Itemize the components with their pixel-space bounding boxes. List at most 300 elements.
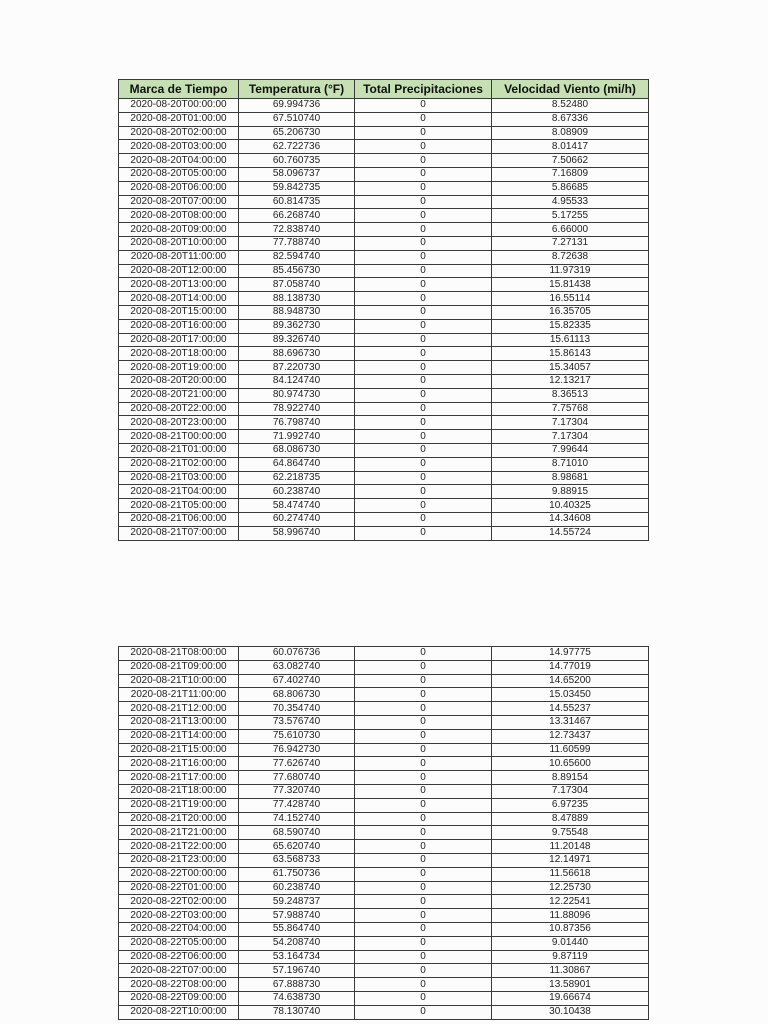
cell-timestamp: 2020-08-20T06:00:00 [119,181,239,195]
cell-precipitation: 0 [355,867,492,881]
table-row [119,660,649,674]
cell-temperature: 75.610730 [239,729,355,743]
cell-timestamp: 2020-08-20T04:00:00 [119,154,239,168]
cell-precipitation: 0 [355,526,492,540]
cell-wind-speed: 12.14971 [492,853,649,867]
cell-wind-speed: 19.66674 [492,991,649,1005]
table-row [119,909,649,923]
cell-precipitation: 0 [355,512,492,526]
cell-timestamp: 2020-08-20T11:00:00 [119,250,239,264]
table-row [119,1005,649,1019]
cell-wind-speed: 8.89154 [492,771,649,785]
cell-wind-speed: 15.81438 [492,278,649,292]
cell-timestamp: 2020-08-22T00:00:00 [119,867,239,881]
cell-wind-speed: 7.50662 [492,154,649,168]
table-row [119,840,649,854]
cell-temperature: 58.096737 [239,167,355,181]
header-timestamp: Marca de Tiempo [119,80,239,99]
table-body [119,99,649,541]
cell-timestamp: 2020-08-21T17:00:00 [119,771,239,785]
cell-temperature: 76.798740 [239,416,355,430]
cell-temperature: 87.058740 [239,278,355,292]
cell-timestamp: 2020-08-20T13:00:00 [119,278,239,292]
cell-wind-speed: 11.30867 [492,964,649,978]
cell-precipitation: 0 [355,812,492,826]
cell-wind-speed: 12.25730 [492,881,649,895]
cell-wind-speed: 4.95533 [492,195,649,209]
cell-wind-speed: 14.77019 [492,660,649,674]
cell-timestamp: 2020-08-20T08:00:00 [119,209,239,223]
cell-temperature: 88.948730 [239,305,355,319]
table-row [119,936,649,950]
cell-timestamp: 2020-08-20T18:00:00 [119,347,239,361]
cell-precipitation: 0 [355,485,492,499]
cell-temperature: 59.842735 [239,181,355,195]
cell-wind-speed: 8.52480 [492,99,649,113]
cell-precipitation: 0 [355,853,492,867]
cell-temperature: 60.076736 [239,647,355,661]
table-row [119,867,649,881]
table-row [119,223,649,237]
table-row [119,771,649,785]
cell-temperature: 88.696730 [239,347,355,361]
cell-precipitation: 0 [355,416,492,430]
cell-wind-speed: 14.55237 [492,702,649,716]
cell-precipitation: 0 [355,361,492,375]
cell-precipitation: 0 [355,771,492,785]
cell-timestamp: 2020-08-21T23:00:00 [119,853,239,867]
cell-wind-speed: 9.87119 [492,950,649,964]
cell-timestamp: 2020-08-20T12:00:00 [119,264,239,278]
cell-timestamp: 2020-08-21T00:00:00 [119,430,239,444]
cell-wind-speed: 14.34608 [492,512,649,526]
table-row [119,264,649,278]
table-row [119,374,649,388]
cell-wind-speed: 11.56618 [492,867,649,881]
cell-precipitation: 0 [355,292,492,306]
cell-wind-speed: 11.60599 [492,743,649,757]
table-row [119,195,649,209]
cell-temperature: 60.238740 [239,881,355,895]
table-row [119,112,649,126]
cell-precipitation: 0 [355,950,492,964]
cell-precipitation: 0 [355,402,492,416]
cell-wind-speed: 7.17304 [492,430,649,444]
cell-precipitation: 0 [355,784,492,798]
cell-wind-speed: 30.10438 [492,1005,649,1019]
cell-temperature: 63.082740 [239,660,355,674]
cell-timestamp: 2020-08-20T03:00:00 [119,140,239,154]
cell-temperature: 65.206730 [239,126,355,140]
cell-wind-speed: 13.31467 [492,715,649,729]
table-row [119,991,649,1005]
table-row [119,443,649,457]
table-row [119,647,649,661]
cell-precipitation: 0 [355,154,492,168]
table-row [119,154,649,168]
cell-timestamp: 2020-08-21T20:00:00 [119,812,239,826]
table-row [119,319,649,333]
cell-temperature: 74.638730 [239,991,355,1005]
table-row [119,416,649,430]
table-row [119,950,649,964]
cell-precipitation: 0 [355,112,492,126]
cell-temperature: 78.922740 [239,402,355,416]
table-row [119,457,649,471]
cell-wind-speed: 9.75548 [492,826,649,840]
header-temperature: Temperatura (°F) [239,80,355,99]
cell-wind-speed: 5.86685 [492,181,649,195]
cell-precipitation: 0 [355,181,492,195]
cell-precipitation: 0 [355,278,492,292]
table-row [119,674,649,688]
cell-wind-speed: 8.01417 [492,140,649,154]
cell-timestamp: 2020-08-21T19:00:00 [119,798,239,812]
table-row [119,526,649,540]
cell-temperature: 67.888730 [239,978,355,992]
cell-wind-speed: 6.97235 [492,798,649,812]
cell-temperature: 57.196740 [239,964,355,978]
cell-timestamp: 2020-08-20T16:00:00 [119,319,239,333]
cell-timestamp: 2020-08-22T10:00:00 [119,1005,239,1019]
cell-timestamp: 2020-08-20T23:00:00 [119,416,239,430]
cell-temperature: 84.124740 [239,374,355,388]
page-bottom-edge [0,1020,768,1024]
cell-temperature: 80.974730 [239,388,355,402]
cell-temperature: 89.326740 [239,333,355,347]
cell-precipitation: 0 [355,743,492,757]
cell-temperature: 59.248737 [239,895,355,909]
cell-temperature: 77.626740 [239,757,355,771]
cell-timestamp: 2020-08-22T05:00:00 [119,936,239,950]
table-row [119,881,649,895]
cell-timestamp: 2020-08-20T22:00:00 [119,402,239,416]
table-row [119,361,649,375]
cell-timestamp: 2020-08-21T11:00:00 [119,688,239,702]
cell-wind-speed: 10.40325 [492,499,649,513]
table-row [119,305,649,319]
cell-timestamp: 2020-08-21T05:00:00 [119,499,239,513]
cell-wind-speed: 11.88096 [492,909,649,923]
cell-precipitation: 0 [355,223,492,237]
cell-temperature: 68.806730 [239,688,355,702]
table-row [119,729,649,743]
cell-precipitation: 0 [355,895,492,909]
cell-precipitation: 0 [355,457,492,471]
cell-timestamp: 2020-08-22T04:00:00 [119,922,239,936]
cell-wind-speed: 8.08909 [492,126,649,140]
cell-precipitation: 0 [355,347,492,361]
cell-precipitation: 0 [355,305,492,319]
cell-temperature: 67.510740 [239,112,355,126]
cell-temperature: 58.996740 [239,526,355,540]
cell-precipitation: 0 [355,936,492,950]
cell-temperature: 70.354740 [239,702,355,716]
cell-temperature: 66.268740 [239,209,355,223]
table-row [119,126,649,140]
cell-wind-speed: 8.36513 [492,388,649,402]
cell-timestamp: 2020-08-20T19:00:00 [119,361,239,375]
cell-temperature: 72.838740 [239,223,355,237]
cell-wind-speed: 7.17304 [492,784,649,798]
cell-wind-speed: 8.71010 [492,457,649,471]
cell-timestamp: 2020-08-21T04:00:00 [119,485,239,499]
cell-timestamp: 2020-08-21T14:00:00 [119,729,239,743]
cell-timestamp: 2020-08-21T22:00:00 [119,840,239,854]
cell-precipitation: 0 [355,964,492,978]
cell-precipitation: 0 [355,250,492,264]
cell-wind-speed: 16.55114 [492,292,649,306]
cell-wind-speed: 12.13217 [492,374,649,388]
cell-temperature: 77.320740 [239,784,355,798]
table-row [119,250,649,264]
cell-precipitation: 0 [355,978,492,992]
cell-temperature: 69.994736 [239,99,355,113]
cell-temperature: 58.474740 [239,499,355,513]
cell-precipitation: 0 [355,430,492,444]
table-row [119,347,649,361]
cell-timestamp: 2020-08-21T13:00:00 [119,715,239,729]
cell-temperature: 55.864740 [239,922,355,936]
cell-precipitation: 0 [355,167,492,181]
cell-temperature: 82.594740 [239,250,355,264]
cell-temperature: 88.138730 [239,292,355,306]
cell-precipitation: 0 [355,757,492,771]
cell-timestamp: 2020-08-21T18:00:00 [119,784,239,798]
cell-timestamp: 2020-08-20T10:00:00 [119,236,239,250]
cell-timestamp: 2020-08-20T00:00:00 [119,99,239,113]
cell-timestamp: 2020-08-21T08:00:00 [119,647,239,661]
cell-temperature: 60.760735 [239,154,355,168]
cell-temperature: 77.680740 [239,771,355,785]
cell-wind-speed: 14.55724 [492,526,649,540]
cell-precipitation: 0 [355,715,492,729]
header-row [119,80,649,99]
cell-temperature: 60.814735 [239,195,355,209]
cell-precipitation: 0 [355,909,492,923]
cell-temperature: 62.218735 [239,471,355,485]
cell-temperature: 73.576740 [239,715,355,729]
cell-precipitation: 0 [355,840,492,854]
cell-precipitation: 0 [355,140,492,154]
cell-temperature: 53.164734 [239,950,355,964]
cell-timestamp: 2020-08-21T07:00:00 [119,526,239,540]
cell-timestamp: 2020-08-22T01:00:00 [119,881,239,895]
table-row [119,964,649,978]
table-row [119,743,649,757]
table-row [119,99,649,113]
cell-precipitation: 0 [355,729,492,743]
cell-timestamp: 2020-08-21T16:00:00 [119,757,239,771]
cell-timestamp: 2020-08-22T09:00:00 [119,991,239,1005]
cell-wind-speed: 12.73437 [492,729,649,743]
cell-wind-speed: 15.86143 [492,347,649,361]
cell-timestamp: 2020-08-20T09:00:00 [119,223,239,237]
table-row [119,826,649,840]
table-row [119,140,649,154]
cell-precipitation: 0 [355,388,492,402]
table-row [119,757,649,771]
cell-timestamp: 2020-08-21T06:00:00 [119,512,239,526]
cell-timestamp: 2020-08-20T02:00:00 [119,126,239,140]
table-row [119,278,649,292]
cell-precipitation: 0 [355,319,492,333]
table-row [119,784,649,798]
cell-precipitation: 0 [355,126,492,140]
table-row [119,388,649,402]
cell-timestamp: 2020-08-20T05:00:00 [119,167,239,181]
cell-timestamp: 2020-08-21T10:00:00 [119,674,239,688]
cell-timestamp: 2020-08-21T12:00:00 [119,702,239,716]
cell-wind-speed: 8.47889 [492,812,649,826]
cell-timestamp: 2020-08-21T01:00:00 [119,443,239,457]
cell-temperature: 71.992740 [239,430,355,444]
cell-precipitation: 0 [355,264,492,278]
table-row [119,895,649,909]
cell-timestamp: 2020-08-20T21:00:00 [119,388,239,402]
table-row [119,292,649,306]
cell-temperature: 77.788740 [239,236,355,250]
cell-wind-speed: 15.82335 [492,319,649,333]
table-row [119,812,649,826]
cell-precipitation: 0 [355,195,492,209]
table-row [119,430,649,444]
cell-wind-speed: 8.98681 [492,471,649,485]
header-precipitation: Total Precipitaciones [355,80,492,99]
cell-wind-speed: 11.20148 [492,840,649,854]
cell-wind-speed: 14.65200 [492,674,649,688]
cell-precipitation: 0 [355,1005,492,1019]
cell-temperature: 61.750736 [239,867,355,881]
cell-timestamp: 2020-08-21T02:00:00 [119,457,239,471]
cell-temperature: 85.456730 [239,264,355,278]
cell-precipitation: 0 [355,333,492,347]
table-row [119,485,649,499]
cell-timestamp: 2020-08-22T02:00:00 [119,895,239,909]
cell-precipitation: 0 [355,674,492,688]
cell-temperature: 63.568733 [239,853,355,867]
cell-wind-speed: 6.66000 [492,223,649,237]
cell-precipitation: 0 [355,688,492,702]
cell-precipitation: 0 [355,443,492,457]
cell-wind-speed: 15.34057 [492,361,649,375]
cell-wind-speed: 9.01440 [492,936,649,950]
cell-wind-speed: 7.27131 [492,236,649,250]
header-wind-speed: Velocidad Viento (mi/h) [492,80,649,99]
cell-timestamp: 2020-08-21T03:00:00 [119,471,239,485]
cell-wind-speed: 8.72638 [492,250,649,264]
cell-precipitation: 0 [355,209,492,223]
weather-table-page-top [118,79,649,541]
cell-precipitation: 0 [355,826,492,840]
cell-timestamp: 2020-08-22T07:00:00 [119,964,239,978]
cell-precipitation: 0 [355,236,492,250]
cell-wind-speed: 13.58901 [492,978,649,992]
cell-temperature: 89.362730 [239,319,355,333]
cell-wind-speed: 10.87356 [492,922,649,936]
cell-precipitation: 0 [355,991,492,1005]
cell-temperature: 68.086730 [239,443,355,457]
table-row [119,922,649,936]
cell-timestamp: 2020-08-20T17:00:00 [119,333,239,347]
table-row [119,853,649,867]
cell-timestamp: 2020-08-20T14:00:00 [119,292,239,306]
cell-temperature: 87.220730 [239,361,355,375]
cell-timestamp: 2020-08-21T15:00:00 [119,743,239,757]
cell-wind-speed: 7.99644 [492,443,649,457]
cell-wind-speed: 8.67336 [492,112,649,126]
cell-timestamp: 2020-08-20T15:00:00 [119,305,239,319]
table-row [119,209,649,223]
table-row [119,978,649,992]
cell-temperature: 57.988740 [239,909,355,923]
table-row [119,181,649,195]
cell-timestamp: 2020-08-20T01:00:00 [119,112,239,126]
cell-wind-speed: 7.17304 [492,416,649,430]
cell-timestamp: 2020-08-20T07:00:00 [119,195,239,209]
table-row [119,798,649,812]
cell-precipitation: 0 [355,647,492,661]
weather-table-page-bottom [118,646,649,1020]
table-row [119,333,649,347]
cell-timestamp: 2020-08-22T08:00:00 [119,978,239,992]
cell-wind-speed: 16.35705 [492,305,649,319]
cell-temperature: 65.620740 [239,840,355,854]
table-row [119,402,649,416]
cell-wind-speed: 11.97319 [492,264,649,278]
cell-temperature: 67.402740 [239,674,355,688]
cell-precipitation: 0 [355,374,492,388]
table-row [119,236,649,250]
cell-timestamp: 2020-08-22T06:00:00 [119,950,239,964]
table-row [119,499,649,513]
cell-temperature: 64.864740 [239,457,355,471]
cell-temperature: 74.152740 [239,812,355,826]
cell-wind-speed: 7.16809 [492,167,649,181]
cell-precipitation: 0 [355,881,492,895]
cell-timestamp: 2020-08-21T21:00:00 [119,826,239,840]
cell-precipitation: 0 [355,702,492,716]
table-row [119,512,649,526]
cell-wind-speed: 5.17255 [492,209,649,223]
table-body [119,647,649,1020]
cell-wind-speed: 14.97775 [492,647,649,661]
cell-precipitation: 0 [355,499,492,513]
cell-wind-speed: 9.88915 [492,485,649,499]
table-row [119,702,649,716]
cell-precipitation: 0 [355,471,492,485]
cell-temperature: 60.238740 [239,485,355,499]
cell-temperature: 77.428740 [239,798,355,812]
cell-precipitation: 0 [355,660,492,674]
cell-wind-speed: 10.65600 [492,757,649,771]
cell-temperature: 68.590740 [239,826,355,840]
table-row [119,688,649,702]
cell-wind-speed: 7.75768 [492,402,649,416]
cell-temperature: 54.208740 [239,936,355,950]
cell-precipitation: 0 [355,99,492,113]
cell-precipitation: 0 [355,922,492,936]
table-row [119,715,649,729]
table-row [119,471,649,485]
cell-temperature: 78.130740 [239,1005,355,1019]
cell-wind-speed: 15.61113 [492,333,649,347]
cell-timestamp: 2020-08-20T20:00:00 [119,374,239,388]
cell-temperature: 60.274740 [239,512,355,526]
cell-wind-speed: 15.03450 [492,688,649,702]
cell-timestamp: 2020-08-21T09:00:00 [119,660,239,674]
cell-timestamp: 2020-08-22T03:00:00 [119,909,239,923]
